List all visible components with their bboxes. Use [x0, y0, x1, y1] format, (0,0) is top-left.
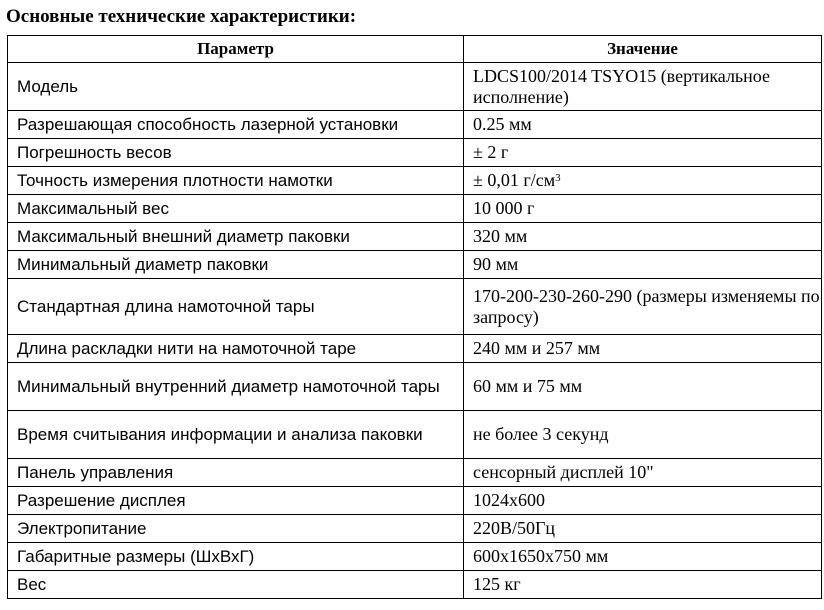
table-row [8, 543, 822, 571]
value-cell: 240 мм и 257 мм [464, 335, 822, 363]
table-header-row [8, 36, 822, 63]
param-cell: Электропитание [8, 515, 464, 543]
table-row [8, 459, 822, 487]
value-cell: 170-200-230-260-290 (размеры изменяемы по запросу) [464, 279, 822, 335]
table-row [8, 167, 822, 195]
value-cell: 125 кг [464, 571, 822, 599]
param-cell: Габаритные размеры (ШхВхГ) [8, 543, 464, 571]
value-cell: 90 мм [464, 251, 822, 279]
param-cell: Модель [8, 63, 464, 111]
value-cell: 1024x600 [464, 487, 822, 515]
param-cell: Точность измерения плотности намотки [8, 167, 464, 195]
table-row [8, 363, 822, 411]
table-row [8, 571, 822, 599]
table-row [8, 251, 822, 279]
value-cell: 320 мм [464, 223, 822, 251]
value-cell: не более 3 секунд [464, 411, 822, 459]
table-row [8, 515, 822, 543]
value-cell: LDCS100/2014 TSYO15 (вертикальное исполнение) [464, 63, 822, 111]
param-cell: Минимальный диаметр паковки [8, 251, 464, 279]
table-row [8, 279, 822, 335]
value-text: ± 0,01 г/см [473, 170, 556, 190]
param-cell: Длина раскладки нити на намоточной таре [8, 335, 464, 363]
param-cell: Вес [8, 571, 464, 599]
param-cell: Максимальный вес [8, 195, 464, 223]
param-cell: Разрешение дисплея [8, 487, 464, 515]
param-cell: Минимальный внутренний диаметр намоточной тары [8, 363, 464, 411]
value-cell: 0.25 мм [464, 111, 822, 139]
table-row [8, 411, 822, 459]
header-value: Значение [464, 36, 822, 63]
param-cell: Разрешающая способность лазерной установки [8, 111, 464, 139]
value-cell: 60 мм и 75 мм [464, 363, 822, 411]
param-cell: Стандартная длина намоточной тары [8, 279, 464, 335]
table-row [8, 63, 822, 111]
table-row [8, 487, 822, 515]
value-cell: ± 2 г [464, 139, 822, 167]
param-cell: Максимальный внешний диаметр паковки [8, 223, 464, 251]
table-row [8, 195, 822, 223]
table-row [8, 139, 822, 167]
value-cell: сенсорный дисплей 10" [464, 459, 822, 487]
param-cell: Панель управления [8, 459, 464, 487]
value-cell: 10 000 г [464, 195, 822, 223]
specs-table [7, 35, 822, 599]
value-cell: 600x1650x750 мм [464, 543, 822, 571]
value-cell [464, 167, 822, 195]
table-row [8, 335, 822, 363]
page-title: Основные технические характеристики: [6, 6, 357, 27]
param-cell: Погрешность весов [8, 139, 464, 167]
value-cell: 220В/50Гц [464, 515, 822, 543]
superscript: 3 [555, 172, 561, 184]
header-param: Параметр [8, 36, 464, 63]
table-row [8, 111, 822, 139]
param-cell: Время считывания информации и анализа паковки [8, 411, 464, 459]
table-row [8, 223, 822, 251]
